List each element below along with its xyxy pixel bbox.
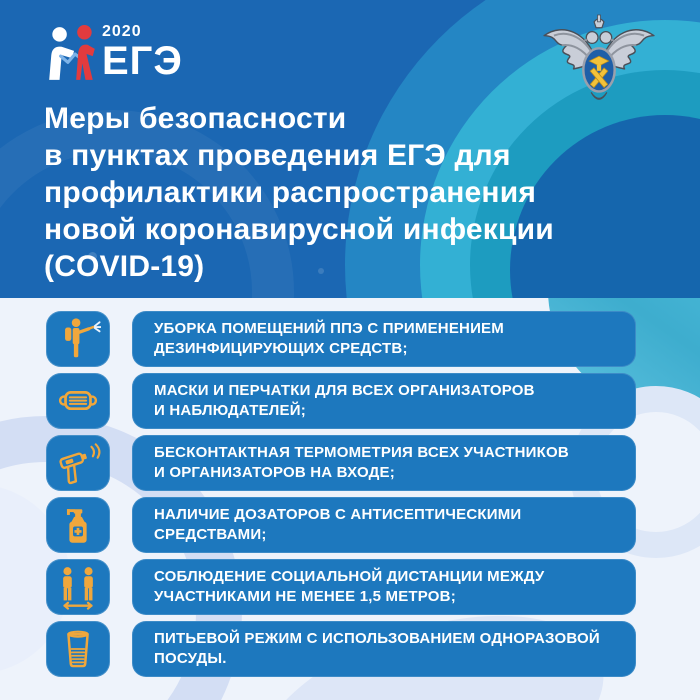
measure-text-line: НАЛИЧИЕ ДОЗАТОРОВ С АНТИСЕПТИЧЕСКИМИ xyxy=(154,506,522,523)
measure-text-bar xyxy=(132,311,636,367)
measure-item xyxy=(46,373,636,429)
disposable-cup-icon xyxy=(55,626,101,672)
measure-icon-tile xyxy=(46,373,110,429)
measures-list xyxy=(46,311,636,683)
measure-text-line: УЧАСТНИКАМИ НЕ МЕНЕЕ 1,5 МЕТРОВ; xyxy=(154,588,456,605)
medical-mask-icon xyxy=(55,378,101,424)
measure-text-line: ПОСУДЫ. xyxy=(154,650,227,667)
contactless-thermometer-icon xyxy=(55,440,101,486)
measure-icon-tile xyxy=(46,435,110,491)
measure-text-line: И ОРГАНИЗАТОРОВ НА ВХОДЕ; xyxy=(154,464,395,481)
social-distance-icon xyxy=(55,564,101,610)
disinfection-sprayer-icon xyxy=(55,316,101,362)
measure-text-line: И НАБЛЮДАТЕЛЕЙ; xyxy=(154,402,306,419)
title-line: (COVID-19) xyxy=(44,250,205,283)
measure-text-bar xyxy=(132,497,636,553)
title-line: Меры безопасности xyxy=(44,102,347,135)
logo-brand: ЕГЭ xyxy=(102,39,183,83)
ege-logo xyxy=(46,24,183,82)
header-section xyxy=(0,0,700,299)
measure-text-line: СРЕДСТВАМИ; xyxy=(154,526,267,543)
logo-year: 2020 xyxy=(102,23,142,40)
measure-icon-tile xyxy=(46,621,110,677)
measure-text-line: СОБЛЮДЕНИЕ СОЦИАЛЬНОЙ ДИСТАНЦИИ МЕЖДУ xyxy=(154,568,545,585)
title-line: в пунктах проведения ЕГЭ для xyxy=(44,139,511,172)
measure-icon-tile xyxy=(46,311,110,367)
measure-icon-tile xyxy=(46,559,110,615)
measure-text-line: БЕСКОНТАКТНАЯ ТЕРМОМЕТРИЯ ВСЕХ УЧАСТНИКОВ xyxy=(154,444,569,461)
measure-item xyxy=(46,621,636,677)
title-line: новой коронавирусной инфекции xyxy=(44,213,554,246)
measure-text-bar xyxy=(132,435,636,491)
measure-text-line: МАСКИ И ПЕРЧАТКИ ДЛЯ ВСЕХ ОРГАНИЗАТОРОВ xyxy=(154,382,535,399)
title-line: профилактики распространения xyxy=(44,176,537,209)
sanitizer-dispenser-icon xyxy=(55,502,101,548)
measure-item xyxy=(46,311,636,367)
measure-text-bar xyxy=(132,373,636,429)
measure-icon-tile xyxy=(46,497,110,553)
measure-text-bar xyxy=(132,559,636,615)
measures-section xyxy=(0,298,700,700)
measure-item xyxy=(46,435,636,491)
measure-text-line: ДЕЗИНФИЦИРУЮЩИХ СРЕДСТВ; xyxy=(154,340,408,357)
measure-item xyxy=(46,497,636,553)
measure-text-bar xyxy=(132,621,636,677)
rosobrnadzor-emblem-icon xyxy=(540,14,658,112)
poster-title xyxy=(44,100,554,285)
measure-text-line: ПИТЬЕВОЙ РЕЖИМ С ИСПОЛЬЗОВАНИЕМ ОДНОРАЗОВОЙ xyxy=(154,630,600,647)
measure-text-line: УБОРКА ПОМЕЩЕНИЙ ППЭ С ПРИМЕНЕНИЕМ xyxy=(154,320,504,337)
ege-logo-text xyxy=(102,24,183,81)
ege-people-icon xyxy=(46,24,98,82)
measure-item xyxy=(46,559,636,615)
